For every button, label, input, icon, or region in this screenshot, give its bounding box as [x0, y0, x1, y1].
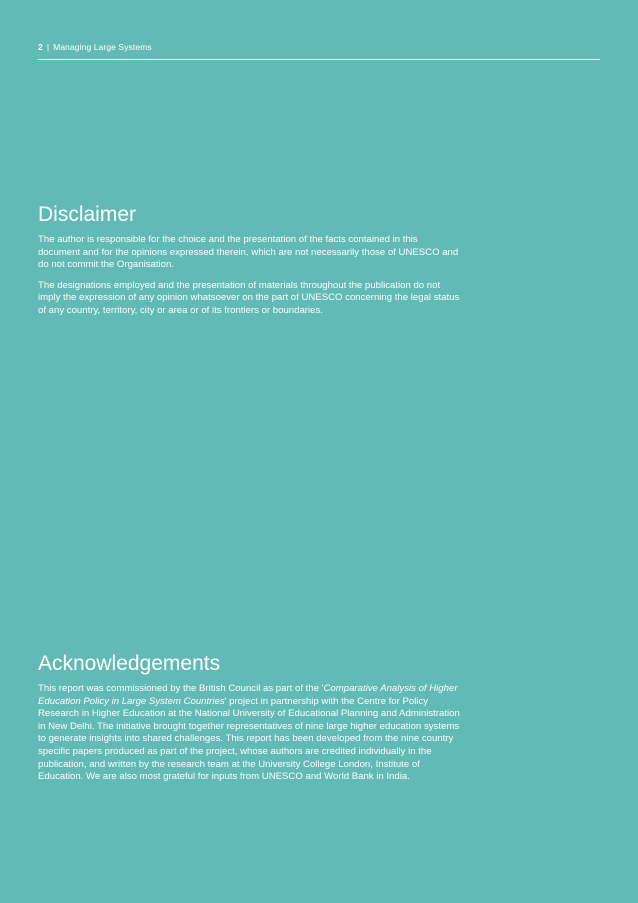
acknowledgements-section — [38, 652, 462, 792]
page-number: 2 — [38, 42, 43, 52]
project-title: Comparative Analysis of Higher Education Policy in Large System Countries — [38, 683, 458, 707]
acknowledgements-heading: Acknowledgements — [38, 652, 221, 675]
running-header — [38, 42, 152, 52]
header-title: Managing Large Systems — [53, 42, 152, 52]
acknowledgements-paragraph — [38, 683, 462, 784]
header-rule — [38, 59, 600, 60]
header-separator: | — [46, 42, 50, 52]
disclaimer-heading: Disclaimer — [38, 203, 137, 226]
ack-text-after: ' project in partnership with the Centre for Policy Research in Higher Education at the National University of Educational Planning and Administration in New Delhi. The initiative brought together representatives of nine large higher education systems to generate insights into shared challenges. This report has been developed from the nine country specific papers produced as part of the project, whose authors are credited individually in the publication, and written by the research team at the University College London, Institute of Education. We are also most grateful for inputs from UNESCO and World Bank in India. — [38, 695, 460, 783]
disclaimer-section — [38, 203, 462, 326]
ack-text-before: This report was commissioned by the British Council as part of the ' — [38, 683, 324, 694]
disclaimer-paragraph: The designations employed and the presentation of materials throughout the publication do not imply the expression of any opinion whatsoever on the part of UNESCO concerning the legal status of any country, territory, city or area or of its frontiers or boundaries. — [38, 279, 460, 316]
disclaimer-paragraph: The author is responsible for the choice and the presentation of the facts contained in this document and for the opinions expressed therein, which are not necessarily those of UNESCO and do not commit the Organisation. — [38, 234, 459, 271]
